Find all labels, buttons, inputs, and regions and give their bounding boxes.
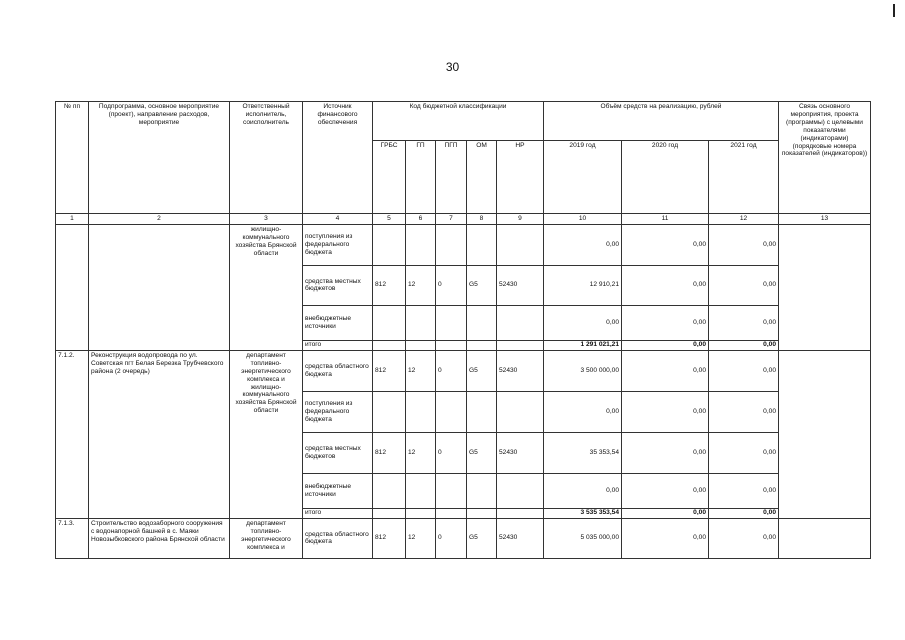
row-grbs: 812 [373,518,406,558]
row-2021: 0,00 [709,391,779,432]
row-2021: 0,00 [709,305,779,340]
row-link-cell [779,350,871,518]
total-2021: 0,00 [709,508,779,518]
row-2019: 3 500 000,00 [544,350,622,391]
row-program: Реконструкция водопровода по ул. Советская пгт Белая Березка Трубчевского района (2 очередь) [89,350,230,518]
row-om: G5 [467,518,497,558]
row-gp [406,224,436,265]
total-2019: 3 535 353,54 [544,508,622,518]
total-empty [436,340,467,350]
row-pgp [436,224,467,265]
total-empty [373,340,406,350]
colnum-5: 5 [373,214,406,225]
row-2021: 0,00 [709,224,779,265]
header-source: Источник финансового обеспечения [303,102,373,214]
total-label: итого [303,508,373,518]
total-empty [467,340,497,350]
row-np [497,473,544,508]
row-link-cell [779,224,871,350]
row-2019: 0,00 [544,305,622,340]
row-grbs [373,305,406,340]
colnum-12: 12 [709,214,779,225]
row-2020: 0,00 [622,350,709,391]
row-source: внебюджетные источники [303,473,373,508]
row-2019: 5 035 000,00 [544,518,622,558]
row-2019: 0,00 [544,391,622,432]
row-gp: 12 [406,265,436,305]
header-grbs: ГРБС [373,141,406,214]
row-pgp [436,391,467,432]
colnum-10: 10 [544,214,622,225]
row-grbs [373,473,406,508]
header-num: № пп [56,102,89,214]
header-program: Подпрограмма, основное мероприятие (проект), направление расходов, мероприятие [89,102,230,214]
row-2020: 0,00 [622,432,709,473]
colnum-2: 2 [89,214,230,225]
row-pgp: 0 [436,265,467,305]
total-empty [497,508,544,518]
row-gp: 12 [406,518,436,558]
row-program: Строительство водозаборного сооружения с водонапорной башней в с. Маяки Новозыбковского района Брянской области [89,518,230,558]
colnum-9: 9 [497,214,544,225]
budget-table [55,101,871,559]
row-source: поступления из федерального бюджета [303,391,373,432]
colnum-8: 8 [467,214,497,225]
row-gp: 12 [406,432,436,473]
row-om [467,224,497,265]
header-link: Связь основного мероприятия, проекта (программы) с целевыми показателями (индикаторами) (порядковые номера показателей (индикаторов)) [779,102,871,214]
row-source: средства местных бюджетов [303,265,373,305]
colnum-6: 6 [406,214,436,225]
row-grbs [373,224,406,265]
row-executor: департамент топливно-энергетического комплекса и [230,518,303,558]
total-empty [436,508,467,518]
total-label: итого [303,340,373,350]
header-budget-code: Код бюджетной классификации [373,102,544,141]
colnum-1: 1 [56,214,89,225]
row-2021: 0,00 [709,432,779,473]
header-executor: Ответственный исполнитель, соисполнитель [230,102,303,214]
total-2020: 0,00 [622,508,709,518]
row-om: G5 [467,265,497,305]
row-om [467,391,497,432]
row-pgp [436,305,467,340]
header-2019: 2019 год [544,141,622,214]
row-grbs [373,391,406,432]
row-num: 7.1.3. [56,518,89,558]
row-np: 52430 [497,265,544,305]
page-number: 30 [445,60,460,74]
row-num: 7.1.2. [56,350,89,518]
row-link-cell [779,518,871,558]
row-executor: департамент топливно-энергетического комплекса и жилищно-коммунального хозяйства Брянской области [230,350,303,518]
total-empty [373,508,406,518]
row-om [467,473,497,508]
row-2019: 12 910,21 [544,265,622,305]
header-np: НР [497,141,544,214]
row-2019: 35 353,54 [544,432,622,473]
colnum-3: 3 [230,214,303,225]
row-2021: 0,00 [709,350,779,391]
row-om [467,305,497,340]
page-edge-mark [893,4,895,17]
row-2020: 0,00 [622,305,709,340]
row-grbs: 812 [373,350,406,391]
header-pgp: ПГП [436,141,467,214]
row-2020: 0,00 [622,224,709,265]
header-gp: ГП [406,141,436,214]
row-om: G5 [467,350,497,391]
row-pgp: 0 [436,350,467,391]
row-2021: 0,00 [709,265,779,305]
colnum-4: 4 [303,214,373,225]
total-2019: 1 291 021,21 [544,340,622,350]
row-np [497,224,544,265]
row-2021: 0,00 [709,518,779,558]
colnum-11: 11 [622,214,709,225]
total-2021: 0,00 [709,340,779,350]
row-np: 52430 [497,518,544,558]
total-empty [406,340,436,350]
row-source: средства областного бюджета [303,350,373,391]
header-2020: 2020 год [622,141,709,214]
row-grbs: 812 [373,432,406,473]
table-row [56,350,871,391]
row-2019: 0,00 [544,224,622,265]
header-2021: 2021 год [709,141,779,214]
row-2020: 0,00 [622,391,709,432]
table-row [56,518,871,558]
row-source: средства местных бюджетов [303,432,373,473]
colnum-7: 7 [436,214,467,225]
row-2020: 0,00 [622,265,709,305]
total-empty [497,340,544,350]
row-np: 52430 [497,432,544,473]
row-num-cell [56,224,89,350]
row-np [497,305,544,340]
total-empty [467,508,497,518]
row-gp [406,391,436,432]
table-row [56,224,871,265]
row-pgp: 0 [436,518,467,558]
row-gp [406,305,436,340]
header-row-1 [56,102,871,141]
header-om: ОМ [467,141,497,214]
row-2021: 0,00 [709,473,779,508]
row-2020: 0,00 [622,473,709,508]
row-gp [406,473,436,508]
total-2020: 0,00 [622,340,709,350]
row-np: 52430 [497,350,544,391]
row-pgp: 0 [436,432,467,473]
header-volume: Объём средств на реализацию, рублей [544,102,779,141]
row-source: внебюджетные источники [303,305,373,340]
row-om: G5 [467,432,497,473]
total-empty [406,508,436,518]
row-2019: 0,00 [544,473,622,508]
row-grbs: 812 [373,265,406,305]
colnum-13: 13 [779,214,871,225]
row-source: поступления из федерального бюджета [303,224,373,265]
row-executor: жилищно-коммунального хозяйства Брянской области [230,224,303,350]
row-2020: 0,00 [622,518,709,558]
row-gp: 12 [406,350,436,391]
column-number-row [56,214,871,225]
row-pgp [436,473,467,508]
row-program-cell [89,224,230,350]
row-np [497,391,544,432]
row-source: средства областного бюджета [303,518,373,558]
